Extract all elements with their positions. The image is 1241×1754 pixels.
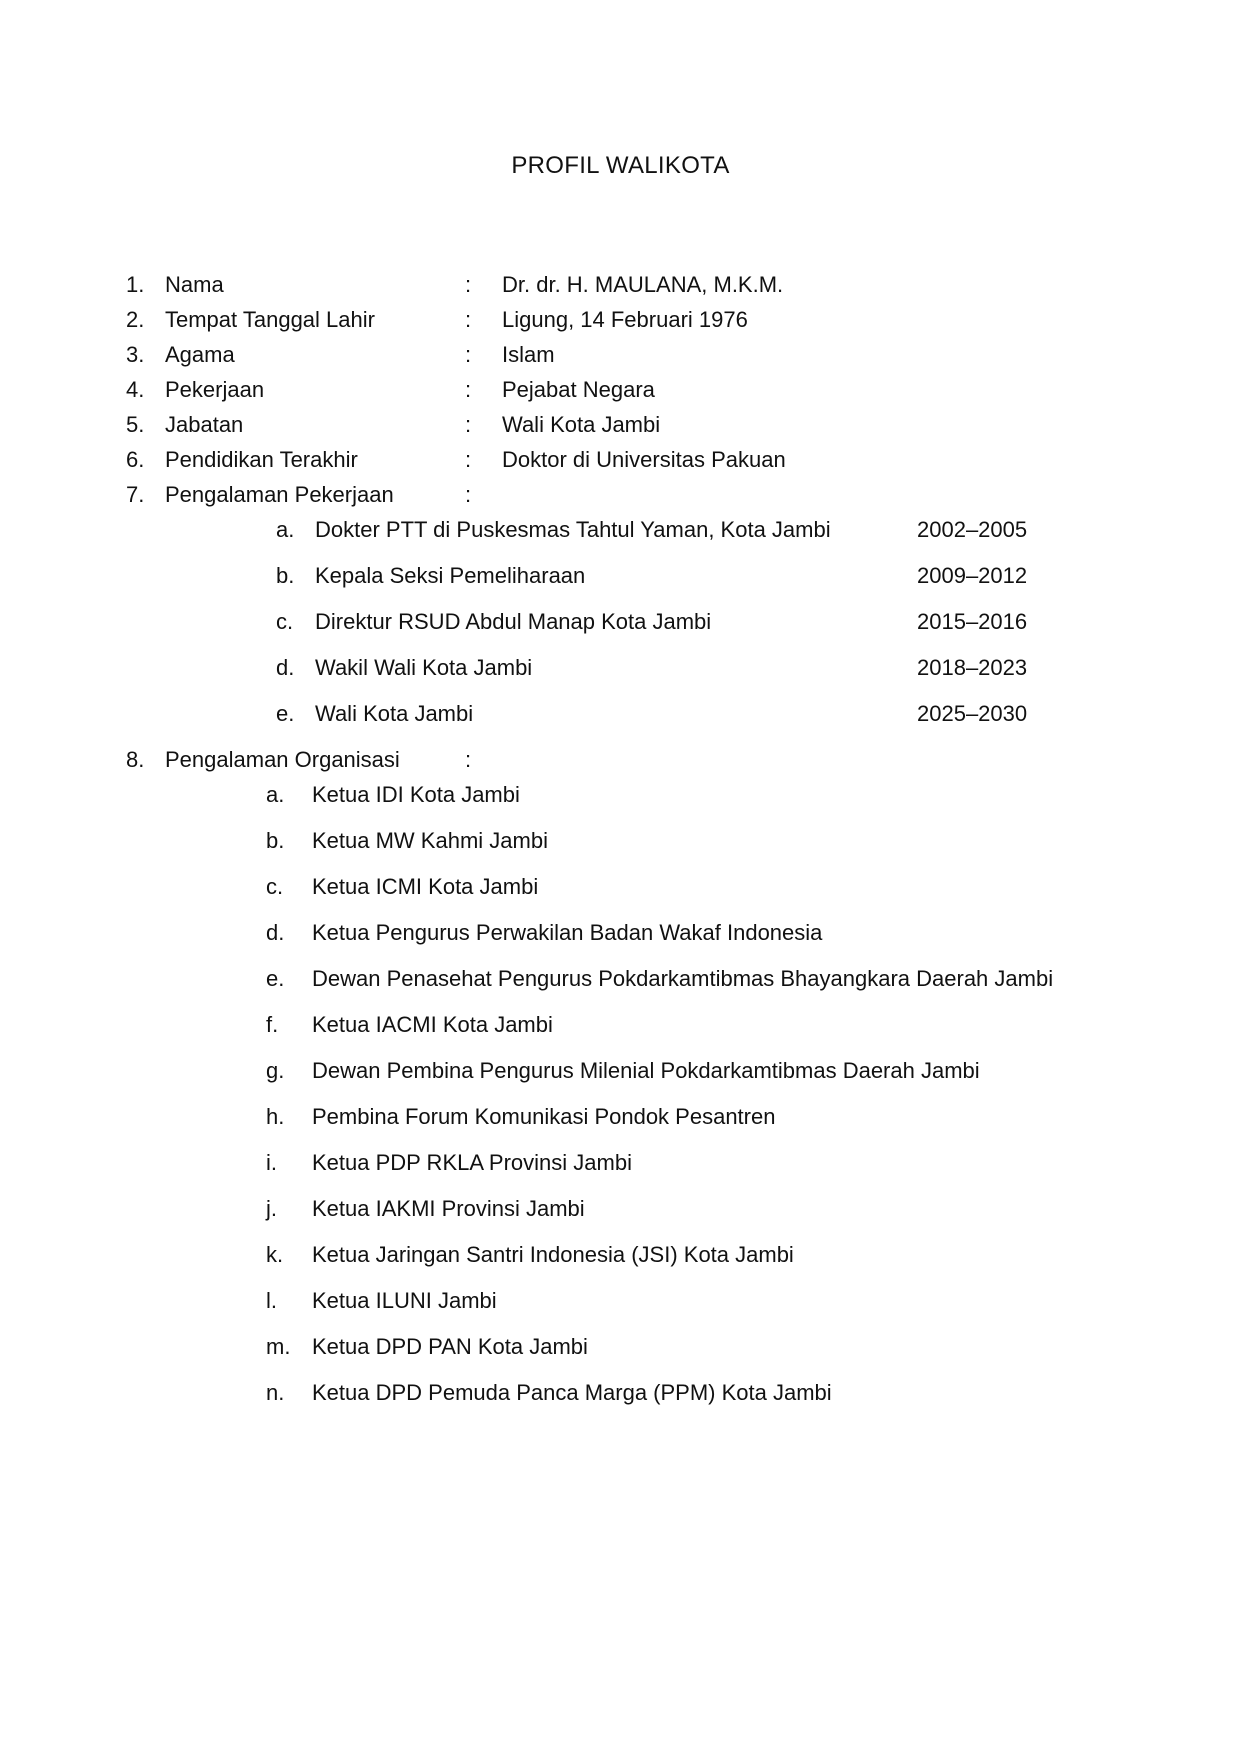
organization-text: Dewan Penasehat Pengurus Pokdarkamtibmas Bhayangkara Daerah Jambi [312,966,1054,991]
organization-letter: b. [266,828,285,853]
experience-letter: e. [276,701,295,726]
field-label: Jabatan [165,412,244,437]
experience-text: Wali Kota Jambi [315,701,474,726]
field-label: Pekerjaan [165,377,265,402]
field-colon: : [465,412,472,437]
organization-letter: n. [266,1380,285,1405]
organization-letter: c. [266,874,284,899]
organization-letter: e. [266,966,285,991]
field-value: Dr. dr. H. MAULANA, M.K.M. [502,272,784,297]
organization-letter: l. [266,1288,277,1313]
experience-text: Direktur RSUD Abdul Manap Kota Jambi [315,609,712,634]
organization-letter: d. [266,920,285,945]
field-number: 5. [126,412,145,437]
field-value: Doktor di Universitas Pakuan [502,447,786,472]
experience-letter: a. [276,517,295,542]
field-number: 8. [126,747,145,772]
experience-years: 2015–2016 [917,609,1028,634]
field-label: Pengalaman Organisasi [165,747,400,772]
field-value: Islam [502,342,555,367]
field-value: Wali Kota Jambi [502,412,661,437]
organization-text: Ketua IACMI Kota Jambi [312,1012,553,1037]
field-colon: : [465,342,472,367]
experience-years: 2009–2012 [917,563,1028,588]
experience-text: Kepala Seksi Pemeliharaan [315,563,586,588]
experience-years: 2025–2030 [917,701,1028,726]
organization-letter: k. [266,1242,284,1267]
organization-text: Ketua PDP RKLA Provinsi Jambi [312,1150,632,1175]
organization-letter: f. [266,1012,279,1037]
organization-text: Ketua Jaringan Santri Indonesia (JSI) Kota Jambi [312,1242,794,1267]
field-colon: : [465,447,472,472]
experience-years: 2002–2005 [917,517,1028,542]
experience-letter: c. [276,609,294,634]
organization-letter: i. [266,1150,277,1175]
experience-text: Wakil Wali Kota Jambi [315,655,533,680]
field-number: 6. [126,447,145,472]
organization-text: Dewan Pembina Pengurus Milenial Pokdarkamtibmas Daerah Jambi [312,1058,980,1083]
field-colon: : [465,482,472,507]
field-colon: : [465,307,472,332]
field-label: Pendidikan Terakhir [165,447,358,472]
experience-letter: d. [276,655,295,680]
field-number: 3. [126,342,145,367]
field-colon: : [465,377,472,402]
field-value: Ligung, 14 Februari 1976 [502,307,748,332]
experience-years: 2018–2023 [917,655,1028,680]
organization-text: Ketua DPD PAN Kota Jambi [312,1334,588,1359]
organization-letter: j. [266,1196,277,1221]
field-number: 4. [126,377,145,402]
experience-letter: b. [276,563,295,588]
organization-letter: h. [266,1104,285,1129]
page-title: PROFIL WALIKOTA [511,152,730,179]
organization-text: Ketua MW Kahmi Jambi [312,828,548,853]
field-number: 2. [126,307,145,332]
field-value: Pejabat Negara [502,377,655,402]
field-label: Tempat Tanggal Lahir [165,307,375,332]
organization-text: Ketua ICMI Kota Jambi [312,874,539,899]
field-number: 1. [126,272,145,297]
organization-text: Ketua DPD Pemuda Panca Marga (PPM) Kota Jambi [312,1380,832,1405]
organization-text: Ketua ILUNI Jambi [312,1288,497,1313]
organization-letter: a. [266,782,285,807]
field-colon: : [465,747,472,772]
field-number: 7. [126,482,145,507]
field-colon: : [465,272,472,297]
organization-text: Pembina Forum Komunikasi Pondok Pesantren [312,1104,776,1129]
organization-letter: g. [266,1058,285,1083]
field-label: Agama [165,342,235,367]
organization-text: Ketua IDI Kota Jambi [312,782,520,807]
organization-letter: m. [266,1334,291,1359]
organization-text: Ketua IAKMI Provinsi Jambi [312,1196,585,1221]
organization-text: Ketua Pengurus Perwakilan Badan Wakaf Indonesia [312,920,823,945]
field-label: Nama [165,272,224,297]
field-label: Pengalaman Pekerjaan [165,482,394,507]
experience-text: Dokter PTT di Puskesmas Tahtul Yaman, Kota Jambi [315,517,831,542]
